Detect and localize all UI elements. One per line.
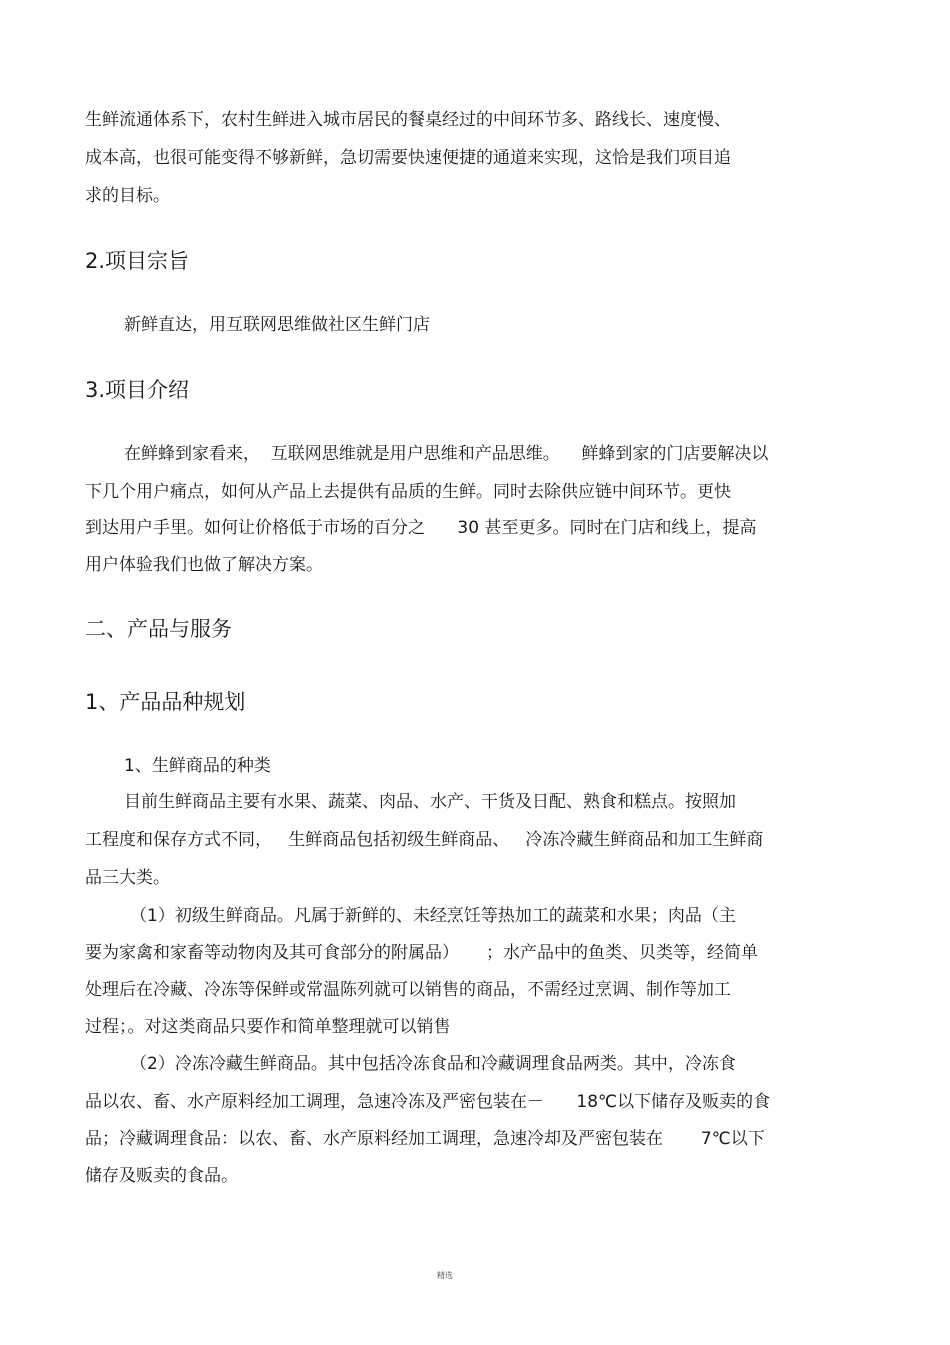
- section-heading: 2.项目宗旨: [85, 249, 190, 273]
- paragraph-line: 用户体验我们也做了解决方案。: [85, 555, 323, 575]
- paragraph-line: 品以农、畜、水产原料经加工调理，急速冷冻及严密包装在－ 18℃以下储存及贩卖的食: [85, 1092, 771, 1112]
- chapter-heading: 二、产品与服务: [85, 617, 232, 641]
- page-footer: 精选: [437, 1271, 453, 1280]
- paragraph-line: 储存及贩卖的食品。: [85, 1166, 238, 1186]
- paragraph-line: （1）初级生鲜商品。凡属于新鲜的、未经烹饪等热加工的蔬菜和水果；肉品（主: [130, 906, 736, 926]
- paragraph-line: （2）冷冻冷藏生鲜商品。其中包括冷冻食品和冷藏调理食品两类。其中，冷冻食: [130, 1054, 736, 1074]
- subsection-heading: 1、产品品种规划: [85, 690, 246, 714]
- paragraph-line: 到达用户手里。如何让价格低于市场的百分之 30 甚至更多。同时在门店和线上，提高: [85, 518, 757, 538]
- intro-line: 成本高，也很可能变得不够新鲜，急切需要快速便捷的通道来实现，这恰是我们项目追: [85, 148, 731, 168]
- intro-line: 求的目标。: [85, 186, 170, 206]
- paragraph-line: 目前生鲜商品主要有水果、蔬菜、肉品、水产、干货及日配、熟食和糕点。按照加: [124, 792, 736, 812]
- paragraph-line: 过程；。对这类商品只要作和简单整理就可以销售: [85, 1017, 451, 1037]
- paragraph-line: 工程度和保存方式不同， 生鲜商品包括初级生鲜商品、 冷冻冷藏生鲜商品和加工生鲜商: [85, 830, 764, 850]
- section-text: 新鲜直达，用互联网思维做社区生鲜门店: [124, 315, 430, 335]
- paragraph-line: 处理后在冷藏、冷冻等保鲜或常温陈列就可以销售的商品，不需经过烹调、制作等加工: [85, 980, 731, 1000]
- paragraph-line: 要为家禽和家畜等动物肉及其可食部分的附属品） ；水产品中的鱼类、贝类等，经简单: [85, 943, 759, 963]
- intro-line: 生鲜流通体系下，农村生鲜进入城市居民的餐桌经过的中间环节多、路线长、速度慢、: [85, 110, 731, 130]
- paragraph-line: 品；冷藏调理食品：以农、畜、水产原料经加工调理，急速冷却及严密包装在 7℃以下: [85, 1129, 765, 1149]
- item-title: 1、生鲜商品的种类: [124, 756, 271, 776]
- paragraph-line: 下几个用户痛点，如何从产品上去提供有品质的生鲜。同时去除供应链中间环节。更快: [85, 482, 731, 502]
- section-heading: 3.项目介绍: [85, 378, 190, 402]
- paragraph-line: 品三大类。: [85, 868, 170, 888]
- paragraph-line: 在鲜蜂到家看来， 互联网思维就是用户思维和产品思维。 鲜蜂到家的门店要解决以: [124, 444, 769, 464]
